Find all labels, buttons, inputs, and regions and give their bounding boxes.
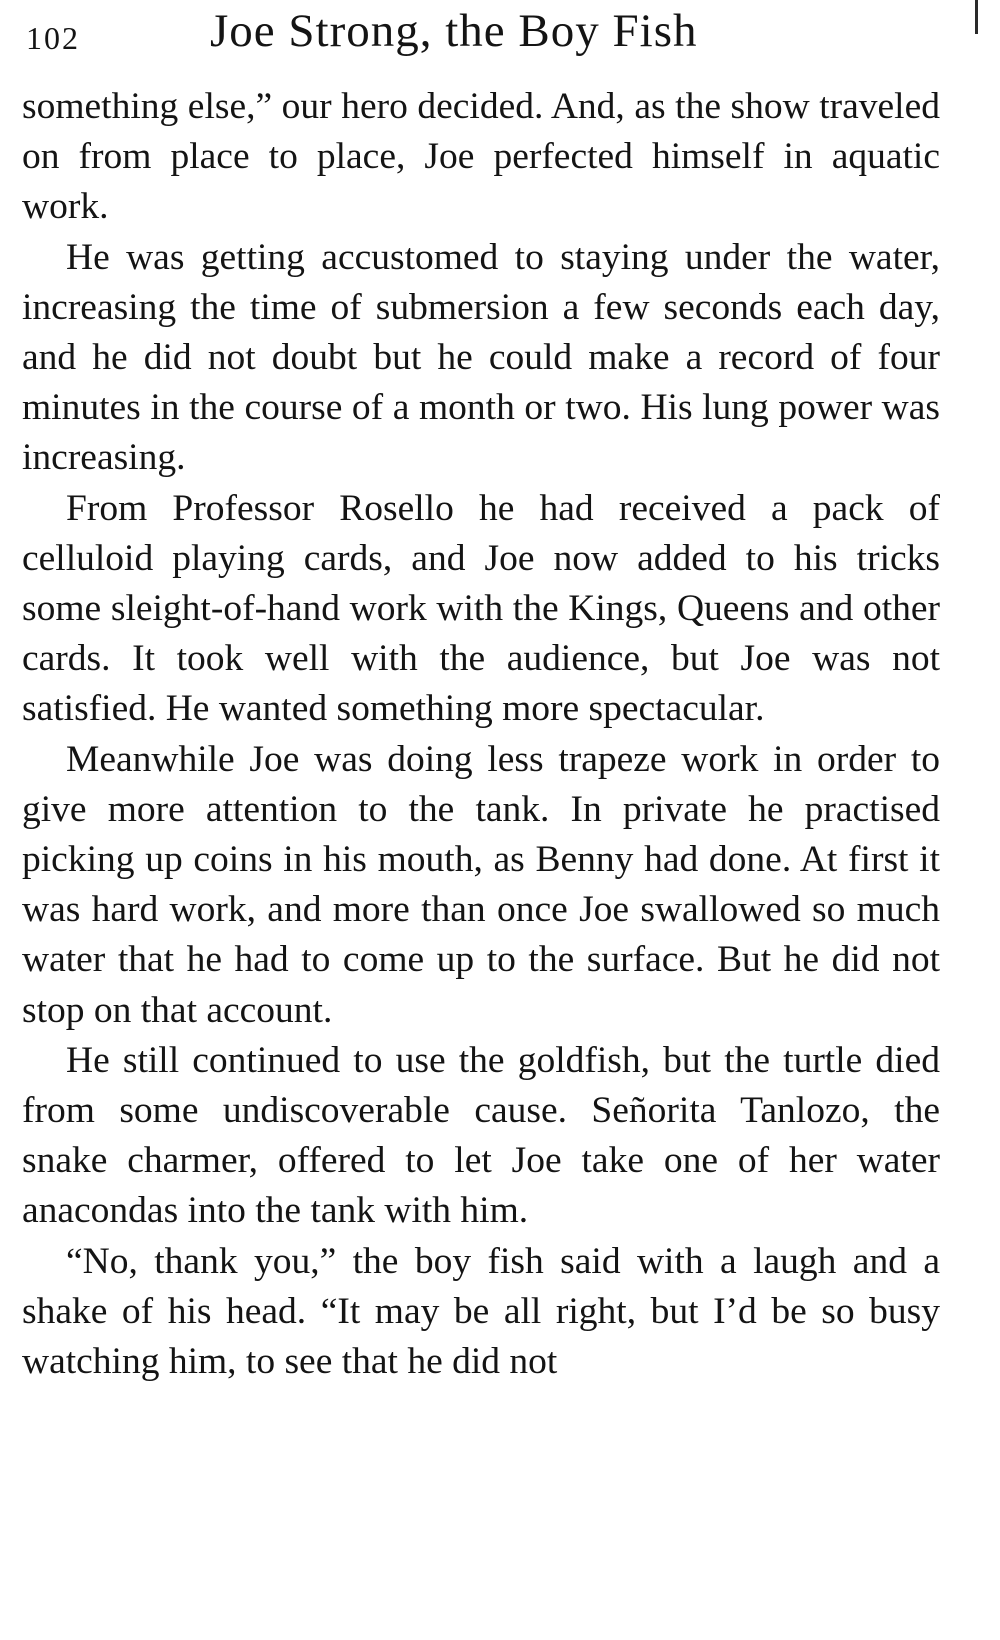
page-edge-mark xyxy=(975,0,978,34)
page-header xyxy=(22,0,940,82)
paragraph-goldfish-turtle: He still continued to use the goldfish, but the turtle died from some undiscoverable cause. Señorita Tanlozo, the snake charmer, offered to let Joe take one of her water anacondas into the tank with him. xyxy=(22,1039,940,1232)
paragraph-dialogue: “No, thank you,” the boy fish said with a laugh and a shake of his head. “It may be all right, but I’d be so busy watching him, to see that he did not xyxy=(22,1240,940,1383)
body-text xyxy=(22,82,940,1387)
running-title: Joe Strong, the Boy Fish xyxy=(210,5,698,57)
page-number: 102 xyxy=(26,20,80,56)
paragraph-playing-cards: From Professor Rosello he had received a pack of celluloid playing cards, and Joe now added to his tricks some sleight-of-hand work with the Kings, Queens and other cards. It took well with the audience, but Joe was not satisfied. He wanted something more spectacular. xyxy=(22,487,940,730)
paragraph-continued: something else,” our hero decided. And, as the show traveled on from place to place, Joe perfected himself in aquatic work. xyxy=(22,86,940,228)
paragraph-coins-practice: Meanwhile Joe was doing less trapeze work in order to give more attention to the tank. In private he practised picking up coins in his mouth, as Benny had done. At first it was hard work, and more than once Joe swallowed so much water that he had to come up to the surface. But he did not stop on that account. xyxy=(22,738,940,1031)
book-page xyxy=(22,0,940,1387)
paragraph-submersion: He was getting accustomed to staying under the water, increasing the time of submersion a few seconds each day, and he did not doubt but he could make a record of four minutes in the course of a month or two. His lung power was increasing. xyxy=(22,236,940,479)
